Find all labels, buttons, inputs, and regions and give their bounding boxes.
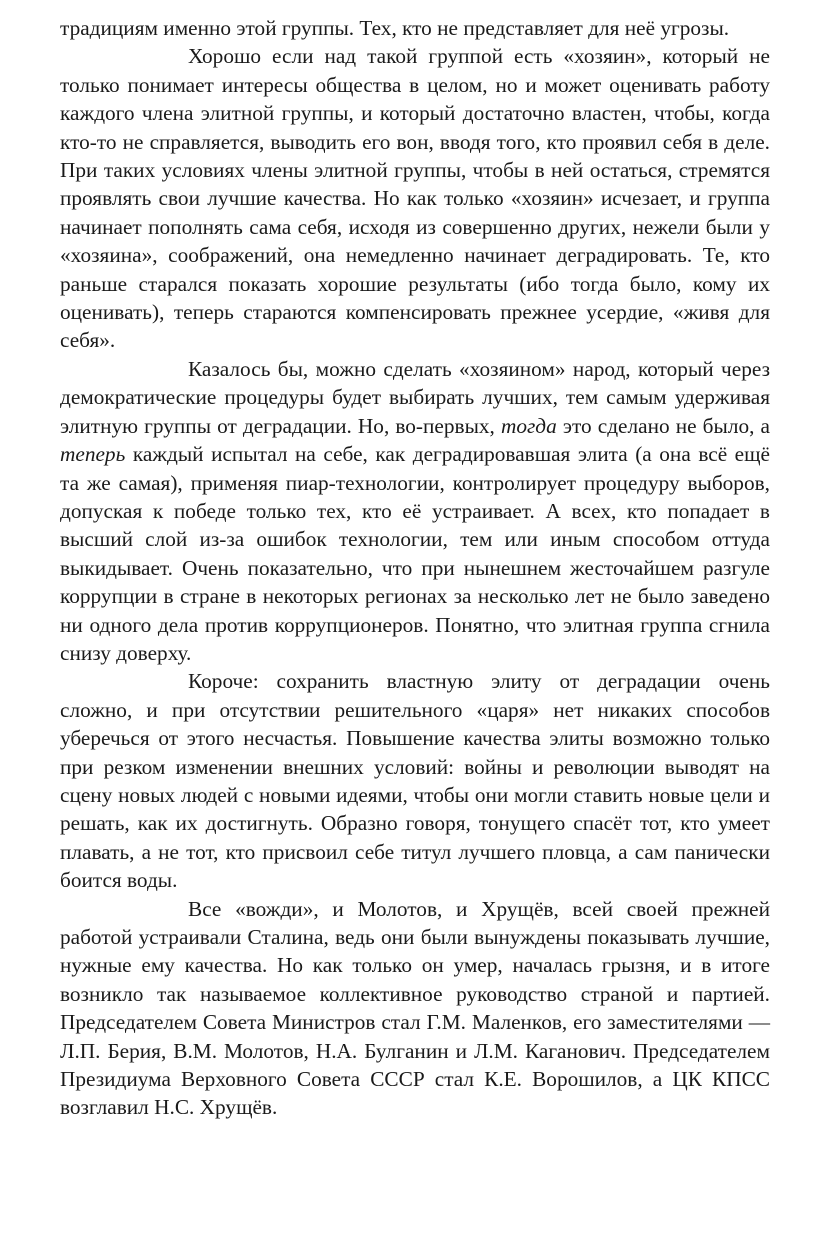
paragraph-text: каждый испытал на себе, как деградировавшая элита (а она всё ещё та же самая), применяя пиар-технологии, контролирует процедуру выборов, допуская к победе только тех, кто её устраивает. А всех, кто попадает в высший слой из-за ошибок технологии, тем или иным способом оттуда выкидывает. Очень показательно, что при нынешнем жесточайшем разгуле коррупции в стране в некоторых регионах за несколько лет не было заведено ни одного дела против коррупционеров. Понятно, что элитная группа сгнила снизу доверху. — [60, 442, 770, 665]
paragraph-leaders — [60, 895, 770, 1122]
italic-word: тогда — [500, 413, 557, 438]
paragraph-summary — [60, 667, 770, 894]
paragraph-text: Все «вожди», и Молотов, и Хрущёв, всей своей прежней работой устраивали Сталина, ведь они были вынуждены показывать лучшие, нужные ему качества. Но как только он умер, началась грызня, и в итоге возникло так называемое коллективное руководство страной и партией. Председателем Совета Министров стал Г.М. Маленков, его заместителями — Л.П. Берия, В.М. Молотов, Н.А. Булганин и Л.М. Каганович. Председателем Президиума Верховного Совета СССР стал К.Е. Ворошилов, а ЦК КПСС возглавил Н.С. Хрущёв. — [60, 896, 770, 1120]
paragraph-continuation — [60, 14, 770, 42]
paragraph-text: Короче: сохранить властную элиту от деградации очень сложно, и при отсутствии решительного «царя» нет никаких способов уберечься от этого несчастья. Повышение качества элиты возможно только при резком изменении внешних условий: войны и революции выводят на сцену новых людей с новыми идеями, чтобы они могли ставить новые цели и решать, как их достигнуть. Образно говоря, тонущего спасёт тот, кто умеет плавать, а не тот, кто присвоил себе титул лучшего пловца, а сам панически боится воды. — [60, 669, 770, 893]
document-page — [60, 14, 770, 1122]
paragraph-text: традициям именно этой группы. Тех, кто не представляет для неё угрозы. — [60, 16, 730, 40]
paragraph-text: Хорошо если над такой группой есть «хозяин», который не только понимает интересы общества в целом, но и может оценивать работу каждого члена элитной группы, и который достаточно властен, чтобы, когда кто-то не справляется, выводить его вон, вводя того, кто проявил себя в деле. При таких условиях члены элитной группы, чтобы в ней остаться, стремятся проявлять свои лучшие качества. Но как только «хозяин» исчезает, и группа начинает пополнять сама себя, исходя из совершенно других, нежели были у «хозяина», соображений, она немедленно начинает деградировать. Те, кто раньше старался показать хорошие результаты (ибо тогда было, кому их оценивать), теперь стараются компенсировать прежнее усердие, «живя для себя». — [60, 44, 770, 353]
paragraph-democracy — [60, 355, 770, 667]
paragraph-master — [60, 42, 770, 354]
paragraph-text: это сделано не было, а — [556, 413, 770, 438]
italic-word: теперь — [60, 442, 126, 467]
paragraph-text: Казалось бы, можно сделать «хозяином» народ, который через демократические процедуры будет выбирать лучших, тем самым удерживая элитную группы от деградации. Но, во-первых, — [60, 356, 770, 438]
